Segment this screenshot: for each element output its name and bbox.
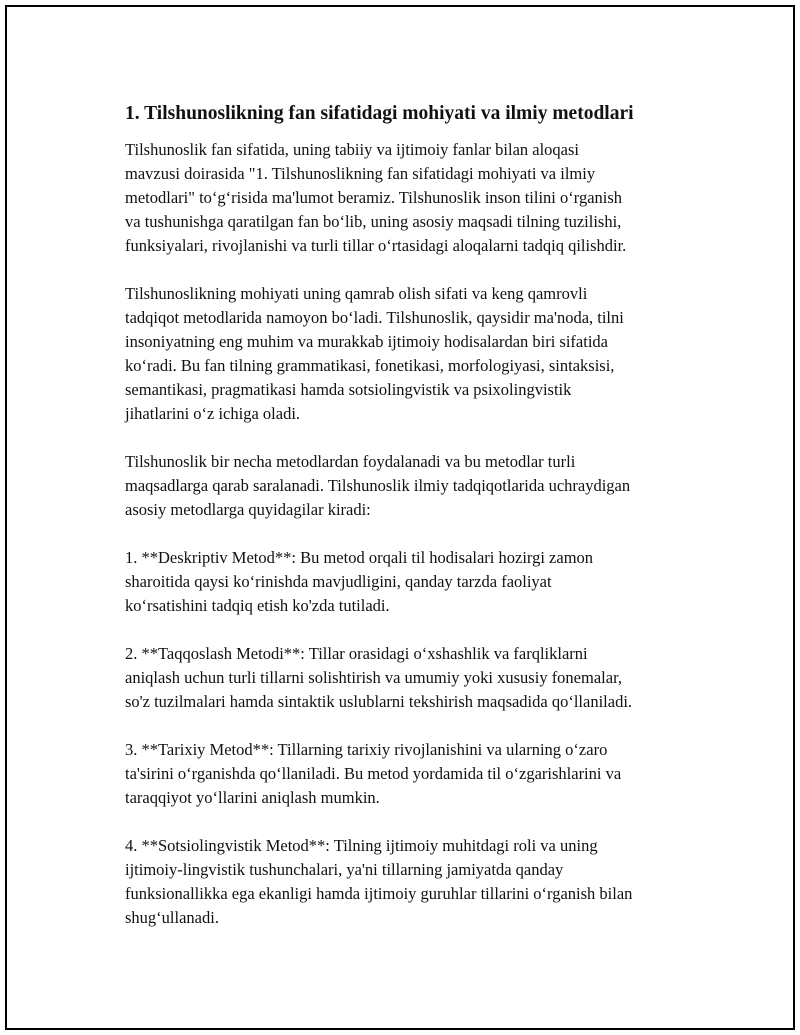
paragraph-line: insoniyatning eng muhim va murakkab ijtimoiy hodisalardan biri sifatida — [125, 332, 608, 351]
document-body — [125, 100, 700, 954]
paragraph-line: aniqlash uchun turli tillarni solishtirish va umumiy yoki xususiy fonemalar, — [125, 668, 623, 687]
paragraph-essence — [125, 282, 700, 426]
paragraph-line: koʻradi. Bu fan tilning grammatikasi, fonetikasi, morfologiyasi, sintaksisi, — [125, 356, 615, 375]
paragraph-line: Tilshunoslik bir necha metodlardan foydalanadi va bu metodlar turli — [125, 452, 576, 471]
paragraph-line: 4. **Sotsiolingvistik Metod**: Tilning ijtimoiy muhitdagi roli va uning — [125, 836, 598, 855]
paragraph-line: semantikasi, pragmatikasi hamda sotsiolingvistik va psixolingvistik — [125, 380, 572, 399]
paragraph-line: taraqqiyot yoʻllarini aniqlash mumkin. — [125, 788, 380, 807]
paragraph-line: 3. **Tarixiy Metod**: Tillarning tarixiy rivojlanishini va ularning oʻzaro — [125, 740, 608, 759]
paragraph-line: funksiyalari, rivojlanishi va turli tillar oʻrtasidagi aloqalarni tadqiq qilishdir. — [125, 236, 627, 255]
paragraph-line: funksionallikka ega ekanligi hamda ijtimoiy guruhlar tillarini oʻrganish bilan — [125, 884, 633, 903]
paragraph-line: maqsadlarga qarab saralanadi. Tilshunoslik ilmiy tadqiqotlarida uchraydigan — [125, 476, 631, 495]
method-item-descriptive — [125, 546, 700, 618]
method-item-sociolinguistic — [125, 834, 700, 930]
document-title: 1. Tilshunoslikning fan sifatidagi mohiyati va ilmiy metodlari — [125, 103, 634, 124]
paragraph-line: ijtimoiy-lingvistik tushunchalari, ya'ni tillarning jamiyatda qanday — [125, 860, 564, 879]
paragraph-line: sharoitida qaysi koʻrinishda mavjudligini, qanday tarzda faoliyat — [125, 572, 552, 591]
paragraph-line: jihatlarini oʻz ichiga oladi. — [125, 404, 301, 423]
paragraph-line: asosiy metodlarga quyidagilar kiradi: — [125, 500, 371, 519]
paragraph-methods-intro — [125, 450, 700, 522]
paragraph-line: mavzusi doirasida "1. Tilshunoslikning fan sifatidagi mohiyati va ilmiy — [125, 164, 596, 183]
paragraph-line: Tilshunoslikning mohiyati uning qamrab olish sifati va keng qamrovli — [125, 284, 588, 303]
method-item-historical — [125, 738, 700, 810]
paragraph-line: 1. **Deskriptiv Metod**: Bu metod orqali til hodisalari hozirgi zamon — [125, 548, 594, 567]
paragraph-line: so'z tuzilmalari hamda sintaktik uslublarni tekshirish maqsadida qoʻllaniladi. — [125, 692, 633, 711]
paragraph-line: tadqiqot metodlarida namoyon boʻladi. Tilshunoslik, qaysidir ma'noda, tilni — [125, 308, 624, 327]
page-frame — [5, 5, 795, 1030]
paragraph-line: metodlari" toʻgʻrisida ma'lumot beramiz. Tilshunoslik inson tilini oʻrganish — [125, 188, 623, 207]
paragraph-introduction — [125, 138, 700, 258]
paragraph-line: Tilshunoslik fan sifatida, uning tabiiy va ijtimoiy fanlar bilan aloqasi — [125, 140, 579, 159]
paragraph-line: va tushunishga qaratilgan fan boʻlib, uning asosiy maqsadi tilning tuzilishi, — [125, 212, 622, 231]
method-item-comparative — [125, 642, 700, 714]
paragraph-line: ta'sirini oʻrganishda qoʻllaniladi. Bu metod yordamida til oʻzgarishlarini va — [125, 764, 622, 783]
paragraph-line: koʻrsatishini tadqiq etish ko'zda tutiladi. — [125, 596, 390, 615]
paragraph-line: 2. **Taqqoslash Metodi**: Tillar orasidagi oʻxshashlik va farqliklarni — [125, 644, 588, 663]
paragraph-line: shugʻullanadi. — [125, 908, 219, 927]
